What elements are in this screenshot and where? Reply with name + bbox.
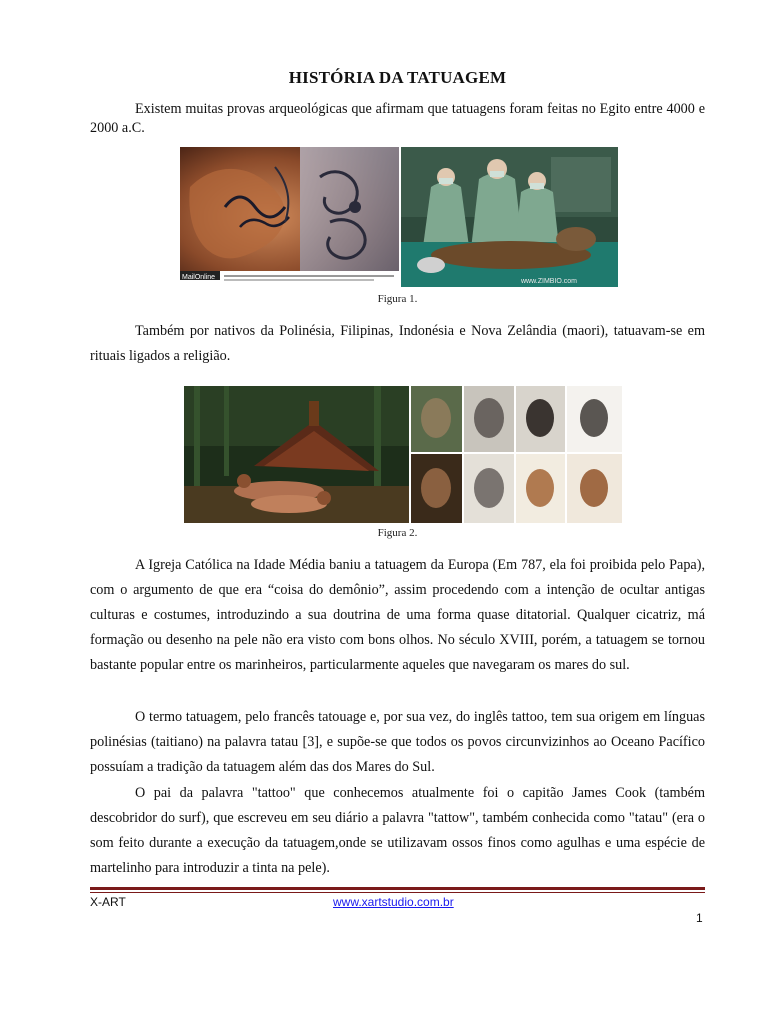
footer-divider-thin — [90, 892, 705, 893]
zimbio-watermark: www.ZIMBIO.com — [521, 278, 578, 285]
paragraph-church: A Igreja Católica na Idade Média baniu a tatuagem da Europa (Em 787, ela foi proibida pelo Papa), com o argumento de que era “coisa do demônio”, assim procedendo com a intenção de ocultar antigas culturas e costumes, introduzindo a sua doutrina de uma forma quase ditatorial. Qualquer cicatriz, má formação ou desenho na pele não era visto com bons olhos. No século XVIII, porém, a tatuagem se tornou bastante popular entre os marinheiros, particularmente aqueles que navegaram os mares do sul. — [90, 557, 705, 673]
page-number: 1 — [696, 911, 703, 925]
mailonline-logo: MailOnline — [182, 274, 216, 281]
paragraph-james-cook: O pai da palavra "tattoo" que conhecemos atualmente foi o capitão James Cook (também descobridor do surf), que escreveu em seu diário a palavra "tattow", também conhecida como "tatau" (era o som feito durante a execução da tatuagem,onde se utilizavam ossos finos como agulhas e uma espécie de martelinho para introduzir a tinta na pele). — [90, 785, 705, 876]
footer-website-link[interactable]: www.xartstudio.com.br — [333, 895, 454, 909]
figure-1-caption: Figura 1. — [377, 293, 418, 305]
footer-divider-thick — [90, 887, 705, 890]
paragraph-polynesia: Também por nativos da Polinésia, Filipinas, Indonésia e Nova Zelândia (maori), tatuavam-se em rituais ligados a religião. — [90, 323, 705, 364]
page-title: HISTÓRIA DA TATUAGEM — [288, 68, 507, 87]
figure-2-maori-portraits-grid — [411, 386, 622, 523]
paragraph-etymology: O termo tatuagem, pelo francês tatouage e, por sua vez, do inglês tattoo, tem sua origem em línguas polinésias (taitiano) na palavra tatau [3], e supõe-se que todos os povos circunvizinhos ao Oceano Pacífico possuíam a tradição da tatuagem além das dos Mares do Sul. — [90, 709, 705, 775]
figure-1-surgeons-mummy-image — [401, 147, 618, 287]
paragraph-egypt: Existem muitas provas arqueológicas que afirmam que tatuagens foram feitas no Egito entre 4000 e 2000 a.C. — [90, 101, 705, 136]
footer-brand: X-ART — [90, 895, 126, 909]
figure-2-caption: Figura 2. — [377, 527, 418, 539]
figure-1-mummy-tattoo-image — [180, 147, 399, 287]
figure-2-maori-scene-image — [184, 386, 409, 523]
